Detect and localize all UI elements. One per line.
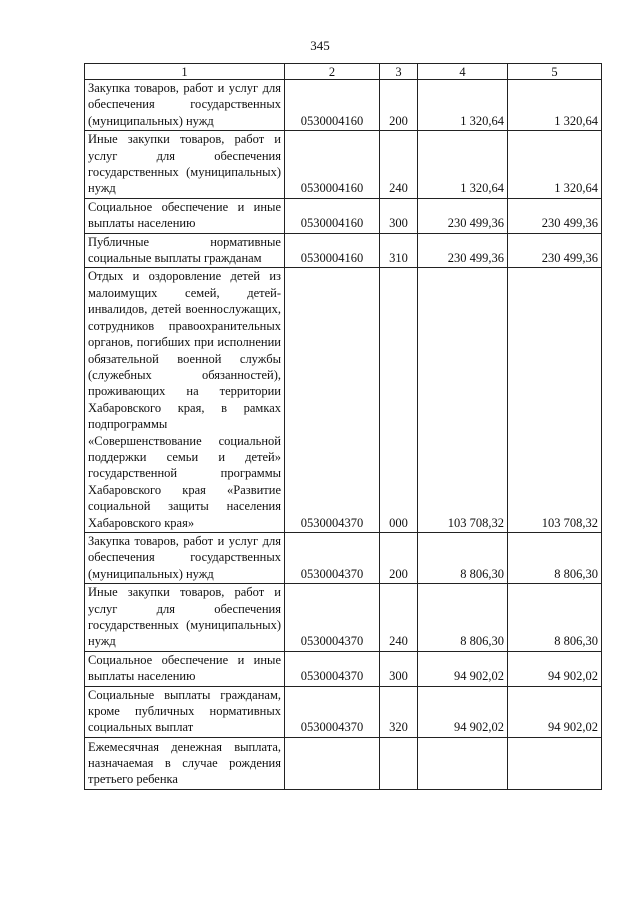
- amount-cell: 8 806,30: [418, 584, 508, 652]
- amount-cell: 230 499,36: [418, 198, 508, 233]
- expense-type-cell: 000: [380, 268, 418, 533]
- amount-total-cell: 94 902,02: [508, 686, 602, 737]
- amount-total-cell: 8 806,30: [508, 532, 602, 583]
- amount-cell: 1 320,64: [418, 80, 508, 131]
- expense-type-cell: 300: [380, 651, 418, 686]
- row-name-cell: Социальное обеспечение и иные выплаты населению: [85, 198, 285, 233]
- column-header-3: 3: [380, 64, 418, 80]
- expense-type-cell: 310: [380, 233, 418, 268]
- column-header-1: 1: [85, 64, 285, 80]
- amount-total-cell: 230 499,36: [508, 198, 602, 233]
- table-row: [85, 268, 602, 533]
- table-row: [85, 131, 602, 199]
- amount-cell: 94 902,02: [418, 651, 508, 686]
- row-name-cell: Социальное обеспечение и иные выплаты населению: [85, 651, 285, 686]
- amount-total-cell: 8 806,30: [508, 584, 602, 652]
- target-article-code-cell: 0530004160: [285, 80, 380, 131]
- target-article-code-cell: 0530004370: [285, 268, 380, 533]
- expense-type-cell: 200: [380, 80, 418, 131]
- amount-cell: 230 499,36: [418, 233, 508, 268]
- target-article-code-cell: 0530004370: [285, 584, 380, 652]
- table-row: [85, 80, 602, 131]
- column-header-4: 4: [418, 64, 508, 80]
- table-header-row: [85, 64, 602, 80]
- target-article-code-cell: 0530004160: [285, 131, 380, 199]
- row-name-cell: Закупка товаров, работ и услуг для обеспечения государственных (муниципальных) нужд: [85, 532, 285, 583]
- table-row: [85, 532, 602, 583]
- amount-cell: [418, 737, 508, 789]
- row-name-cell: Иные закупки товаров, работ и услуг для обеспечения государственных (муниципальных) нужд: [85, 584, 285, 652]
- amount-cell: 1 320,64: [418, 131, 508, 199]
- target-article-code-cell: 0530004160: [285, 233, 380, 268]
- row-name-cell: Социальные выплаты гражданам, кроме публичных нормативных социальных выплат: [85, 686, 285, 737]
- table-row: [85, 651, 602, 686]
- table-row: [85, 584, 602, 652]
- table-row: [85, 198, 602, 233]
- page-number: 345: [310, 38, 330, 53]
- amount-cell: 103 708,32: [418, 268, 508, 533]
- amount-total-cell: [508, 737, 602, 789]
- target-article-code-cell: 0530004370: [285, 651, 380, 686]
- expense-type-cell: [380, 737, 418, 789]
- expense-type-cell: 320: [380, 686, 418, 737]
- row-name-cell: Публичные нормативные социальные выплаты гражданам: [85, 233, 285, 268]
- table-row: [85, 233, 602, 268]
- amount-total-cell: 103 708,32: [508, 268, 602, 533]
- column-header-2: 2: [285, 64, 380, 80]
- table-row: [85, 686, 602, 737]
- amount-cell: 94 902,02: [418, 686, 508, 737]
- table-row: [85, 737, 602, 789]
- expense-type-cell: 240: [380, 584, 418, 652]
- amount-cell: 8 806,30: [418, 532, 508, 583]
- row-name-cell: Закупка товаров, работ и услуг для обеспечения государственных (муниципальных) нужд: [85, 80, 285, 131]
- expense-type-cell: 300: [380, 198, 418, 233]
- amount-total-cell: 230 499,36: [508, 233, 602, 268]
- expense-type-cell: 240: [380, 131, 418, 199]
- target-article-code-cell: 0530004160: [285, 198, 380, 233]
- amount-total-cell: 94 902,02: [508, 651, 602, 686]
- target-article-code-cell: 0530004370: [285, 532, 380, 583]
- budget-table: [84, 63, 602, 790]
- row-name-cell: Отдых и оздоровление детей из малоимущих семей, детей-инвалидов, детей военнослужащих, сотрудников правоохранительных органов, погибших при исполнении обязательной военной службы (служебных обязанностей), проживающих на территории Хабаровского края, в рамках подпрограммы «Совершенствование социальной поддержки семьи и детей» государственной программы Хабаровского края «Развитие социальной защиты населения Хабаровского края»: [85, 268, 285, 533]
- amount-total-cell: 1 320,64: [508, 131, 602, 199]
- row-name-cell: Ежемесячная денежная выплата, назначаемая в случае рождения третьего ребенка: [85, 737, 285, 789]
- target-article-code-cell: 0530004370: [285, 686, 380, 737]
- target-article-code-cell: [285, 737, 380, 789]
- expense-type-cell: 200: [380, 532, 418, 583]
- amount-total-cell: 1 320,64: [508, 80, 602, 131]
- column-header-5: 5: [508, 64, 602, 80]
- row-name-cell: Иные закупки товаров, работ и услуг для обеспечения государственных (муниципальных) нужд: [85, 131, 285, 199]
